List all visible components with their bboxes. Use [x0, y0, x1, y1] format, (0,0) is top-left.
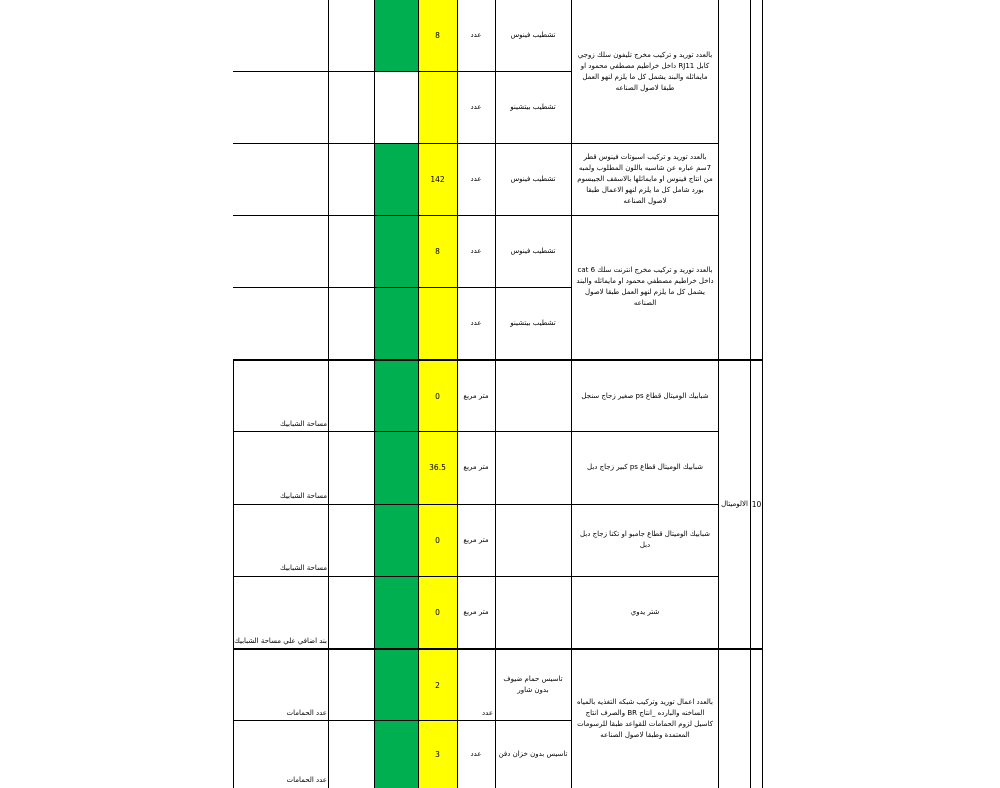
unit-cell: عدد — [470, 31, 482, 39]
unit-cell: متر مربع — [463, 607, 489, 616]
note-cell: عدد الحمامات — [286, 709, 327, 717]
item-description: شتر يدوي — [630, 607, 660, 616]
note-cell: مساحة الشبابيك — [280, 420, 327, 428]
finish-type-cell: تشطيب فينوس — [510, 31, 556, 39]
quantity-cell: 0 — [435, 607, 440, 617]
unit-cell: متر مربع — [463, 391, 489, 400]
item-number-cell: 10 — [751, 500, 762, 509]
unit-cell: عدد — [470, 102, 482, 111]
finish-type-cell: تشطيب بيتشينو — [510, 318, 556, 327]
finish-type-cell: تشطيب فينوس — [510, 246, 556, 255]
finish-type-cell: تشطيب فينوس — [510, 174, 556, 183]
unit-cell: عدد — [482, 709, 493, 717]
item-description: بالعدد توريد و تركيب مخرج انترنت سلك cat 6 داخل خراطيم مصطفي محمود او مايماثله والبند يشمل كل ما يلزم لنهو العمل طبقا لاصول الصناعه — [576, 266, 714, 307]
item-description: شبابيك الوميتال قطاع جامبو او تكنا زجاج دبل دبل — [580, 530, 710, 549]
unit-cell: متر مربع — [463, 535, 489, 544]
green-fill-block — [375, 143, 418, 359]
unit-cell: عدد — [470, 749, 482, 758]
item-description: بالعدد توريد و تركيب اسبوتات فينوس قطر 7سم عباره عن شاسيه باللون المطلوب ولمبه من انتاج فينوس او مايماثلها بالاسقف الجيبسوم بورد شامل كل ما يلزم لنهو الاعمال طبقا لاصول الصناعه — [577, 152, 713, 205]
quantity-cell: 8 — [435, 31, 440, 40]
column-border — [328, 0, 329, 788]
unit-cell: متر مربع — [463, 463, 489, 471]
finish-type-cell: تاسيس حمام ضيوف بدون شاور — [503, 675, 563, 694]
green-fill-block — [375, 359, 418, 788]
note-cell: مساحة الشبابيك — [280, 564, 327, 572]
quantity-cell: 0 — [435, 535, 440, 545]
quantity-cell: 36.5 — [429, 463, 446, 472]
finish-type-cell: تشطيب بيتشينو — [510, 102, 556, 111]
column-border — [233, 359, 234, 788]
finish-type-cell: تاسيس بدون خزان دفن — [498, 749, 568, 758]
note-cell: عدد الحمامات — [286, 776, 327, 784]
note-cell: مساحة الشبابيك — [280, 492, 327, 500]
unit-cell: عدد — [470, 318, 482, 327]
quantity-cell: 2 — [435, 680, 440, 690]
column-border — [762, 0, 763, 788]
note-cell: بند اضافي علي مساحة الشبابيك — [234, 637, 327, 645]
item-description: شبابيك الوميتال قطاع ps كبير زجاج دبل — [587, 463, 703, 471]
quantity-cell: 142 — [430, 174, 445, 184]
quantity-cell: 8 — [435, 246, 440, 256]
item-description: بالعدد توريد و تركيب مخرج تليفون سلك زوجي كابل RJ11 داخل خراطيم مصطفي محمود او مايماثله والبند يشمل كل ما يلزم لنهو العمل طبقا لاصول الصناعه — [577, 50, 713, 92]
unit-cell: عدد — [470, 174, 482, 183]
item-description: شبابيك الوميتال قطاع ps صغير زجاج سنجل — [581, 391, 709, 400]
column-border — [374, 0, 375, 788]
unit-cell: عدد — [470, 246, 482, 255]
item-description: بالعدد اعمال توريد وتركيب شبكه التغذيه بالمياه الساخنه والبارده _انتاج BR والصرف انتاج كاسيل لزوم الحمامات للقواعد طبقا للرسومات المعتمدة وطبقا لاصول الصناعه — [577, 698, 713, 739]
quantity-cell: 0 — [435, 391, 440, 401]
quantity-cell: 3 — [435, 749, 440, 759]
green-fill-block — [375, 0, 418, 71]
category-cell: الالوميتال — [721, 500, 748, 508]
